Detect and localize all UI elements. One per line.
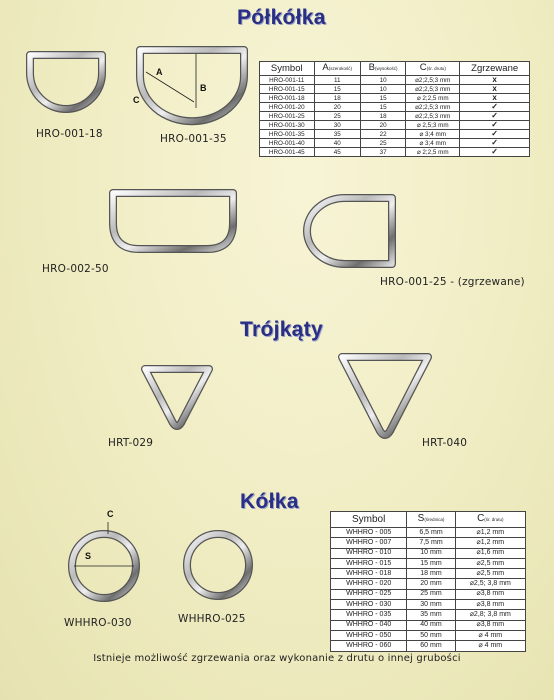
table-row	[331, 630, 526, 640]
cell-c: ⌀ 2;2,5 mm	[406, 94, 460, 103]
caption-hrt-040: HRT-040	[422, 437, 468, 449]
cell-symbol: HRO-001-18	[260, 94, 315, 103]
cell-c: ⌀1,2 mm	[455, 528, 525, 538]
d-ring-hro-002-50-image	[103, 183, 243, 261]
cell-a: 18	[314, 94, 360, 103]
d-ring-hro-001-35-image	[132, 42, 252, 127]
cell-s: 15 mm	[407, 558, 455, 568]
cell-s: 60 mm	[407, 641, 455, 651]
cell-b: 20	[360, 121, 405, 130]
cell-c: ⌀2;2,5;3 mm	[406, 103, 460, 112]
header-c: C(śr. drutu)	[406, 62, 460, 76]
cell-s: 18 mm	[407, 569, 455, 579]
cell-symbol: WHHRO - 025	[331, 589, 407, 599]
header-c: C(śr. drutu)	[455, 512, 525, 528]
section-title-rings: Kółka	[240, 490, 299, 513]
table-row	[260, 139, 530, 148]
cell-a: 25	[314, 112, 360, 121]
cell-c: ⌀ 2;2,5 mm	[406, 148, 460, 157]
cell-b: 18	[360, 112, 405, 121]
cell-s: 35 mm	[407, 610, 455, 620]
table-row	[331, 538, 526, 548]
table-row	[260, 85, 530, 94]
cell-symbol: HRO-001-30	[260, 121, 315, 130]
cell-symbol: WHHRO - 035	[331, 610, 407, 620]
cell-c: ⌀ 3;4 mm	[406, 139, 460, 148]
cell-s: 20 mm	[407, 579, 455, 589]
header-symbol: Symbol	[260, 62, 315, 76]
table-row	[260, 148, 530, 157]
cell-c: ⌀ 4 mm	[455, 630, 525, 640]
cell-c: ⌀2,5 mm	[455, 569, 525, 579]
cell-b: 15	[360, 94, 405, 103]
cell-symbol: WHHRO - 020	[331, 579, 407, 589]
d-ring-spec-table	[259, 61, 530, 157]
header-b: B(wysokość)	[360, 62, 405, 76]
table-row	[260, 130, 530, 139]
triangle-hrt-040-image	[330, 347, 440, 443]
cell-welded: ✓	[460, 121, 530, 130]
table-row	[260, 94, 530, 103]
table-row	[260, 76, 530, 85]
table-row	[260, 103, 530, 112]
cell-symbol: HRO-001-25	[260, 112, 315, 121]
cell-symbol: HRO-001-20	[260, 103, 315, 112]
table-row	[331, 548, 526, 558]
cell-symbol: WHHRO - 007	[331, 538, 407, 548]
dimension-b-label: B	[200, 83, 207, 93]
cell-symbol: HRO-001-11	[260, 76, 315, 85]
triangle-hrt-029-image	[135, 357, 219, 435]
cell-welded: ✓	[460, 112, 530, 121]
cell-welded: ✓	[460, 103, 530, 112]
cell-a: 20	[314, 103, 360, 112]
cell-symbol: HRO-001-40	[260, 139, 315, 148]
cell-welded: x	[460, 94, 530, 103]
cell-a: 30	[314, 121, 360, 130]
table-header-row	[331, 512, 526, 528]
d-ring-hro-001-25-image	[297, 188, 402, 274]
cell-c: ⌀1,6 mm	[455, 548, 525, 558]
cell-symbol: WHHRO - 018	[331, 569, 407, 579]
caption-hro-001-35: HRO-001-35	[160, 133, 227, 145]
cell-c: ⌀ 4 mm	[455, 641, 525, 651]
header-welded: Zgrzewane	[460, 62, 530, 76]
cell-b: 15	[360, 103, 405, 112]
cell-b: 10	[360, 85, 405, 94]
caption-hro-001-25: HRO-001-25 - (zgrzewane)	[380, 276, 525, 288]
table-row	[331, 579, 526, 589]
cell-symbol: WHHRO - 030	[331, 600, 407, 610]
cell-c: ⌀2,5; 3,8 mm	[455, 579, 525, 589]
cell-a: 35	[314, 130, 360, 139]
cell-symbol: HRO-001-45	[260, 148, 315, 157]
cell-a: 11	[314, 76, 360, 85]
cell-s: 40 mm	[407, 620, 455, 630]
caption-hro-002-50: HRO-002-50	[42, 263, 109, 275]
cell-c: ⌀2,8; 3,8 mm	[455, 610, 525, 620]
caption-whhro-030: WHHRO-030	[64, 617, 132, 629]
cell-welded: x	[460, 85, 530, 94]
ring-whhro-025-image	[178, 525, 258, 605]
cell-b: 25	[360, 139, 405, 148]
d-ring-hro-001-18-image	[20, 45, 112, 125]
cell-symbol: HRO-001-35	[260, 130, 315, 139]
cell-s: 25 mm	[407, 589, 455, 599]
section-title-d-rings: Półkółka	[237, 6, 326, 29]
dimension-c-ring-label: C	[107, 509, 114, 519]
header-a: A(szerokość)	[314, 62, 360, 76]
cell-b: 37	[360, 148, 405, 157]
cell-c: ⌀2;2,5;3 mm	[406, 112, 460, 121]
dimension-a-label: A	[156, 67, 163, 77]
cell-a: 40	[314, 139, 360, 148]
cell-welded: ✓	[460, 139, 530, 148]
cell-c: ⌀2;2,5;3 mm	[406, 76, 460, 85]
cell-symbol: WHHRO - 040	[331, 620, 407, 630]
dimension-s-ring-label: S	[85, 551, 92, 561]
table-row	[331, 620, 526, 630]
cell-c: ⌀2;2,5;3 mm	[406, 85, 460, 94]
cell-a: 45	[314, 148, 360, 157]
cell-symbol: WHHRO - 015	[331, 558, 407, 568]
table-row	[331, 528, 526, 538]
cell-s: 30 mm	[407, 600, 455, 610]
table-row	[260, 112, 530, 121]
ring-spec-table	[330, 511, 526, 652]
cell-c: ⌀ 2,5;3 mm	[406, 121, 460, 130]
table-header-row	[260, 62, 530, 76]
section-title-triangles: Trójkąty	[240, 318, 323, 341]
dimension-c-label: C	[133, 95, 140, 105]
cell-symbol: WHHRO - 005	[331, 528, 407, 538]
caption-hro-001-18: HRO-001-18	[36, 128, 103, 140]
cell-b: 22	[360, 130, 405, 139]
cell-c: ⌀ 3;4 mm	[406, 130, 460, 139]
header-symbol: Symbol	[331, 512, 407, 528]
table-row	[331, 641, 526, 651]
cell-s: 10 mm	[407, 548, 455, 558]
caption-hrt-029: HRT-029	[108, 437, 154, 449]
cell-a: 15	[314, 85, 360, 94]
cell-symbol: WHHRO - 060	[331, 641, 407, 651]
table-row	[331, 558, 526, 568]
cell-b: 10	[360, 76, 405, 85]
cell-symbol: WHHRO - 010	[331, 548, 407, 558]
cell-c: ⌀3,8 mm	[455, 589, 525, 599]
footer-note: Istnieje możliwość zgrzewania oraz wykonanie z drutu o innej grubości	[93, 653, 461, 664]
cell-s: 50 mm	[407, 630, 455, 640]
cell-c: ⌀1,2 mm	[455, 538, 525, 548]
table-row	[331, 589, 526, 599]
cell-symbol: WHHRO - 050	[331, 630, 407, 640]
cell-welded: ✓	[460, 148, 530, 157]
caption-whhro-025: WHHRO-025	[178, 613, 246, 625]
cell-welded: ✓	[460, 130, 530, 139]
cell-symbol: HRO-001-15	[260, 85, 315, 94]
ring-whhro-030-image	[64, 520, 144, 604]
table-row	[331, 600, 526, 610]
table-row	[331, 569, 526, 579]
cell-welded: x	[460, 76, 530, 85]
cell-c: ⌀3,8 mm	[455, 600, 525, 610]
table-row	[260, 121, 530, 130]
cell-s: 6,5 mm	[407, 528, 455, 538]
table-row	[331, 610, 526, 620]
cell-c: ⌀2,5 mm	[455, 558, 525, 568]
header-s: S(średnica)	[407, 512, 455, 528]
cell-c: ⌀3,8 mm	[455, 620, 525, 630]
cell-s: 7,5 mm	[407, 538, 455, 548]
